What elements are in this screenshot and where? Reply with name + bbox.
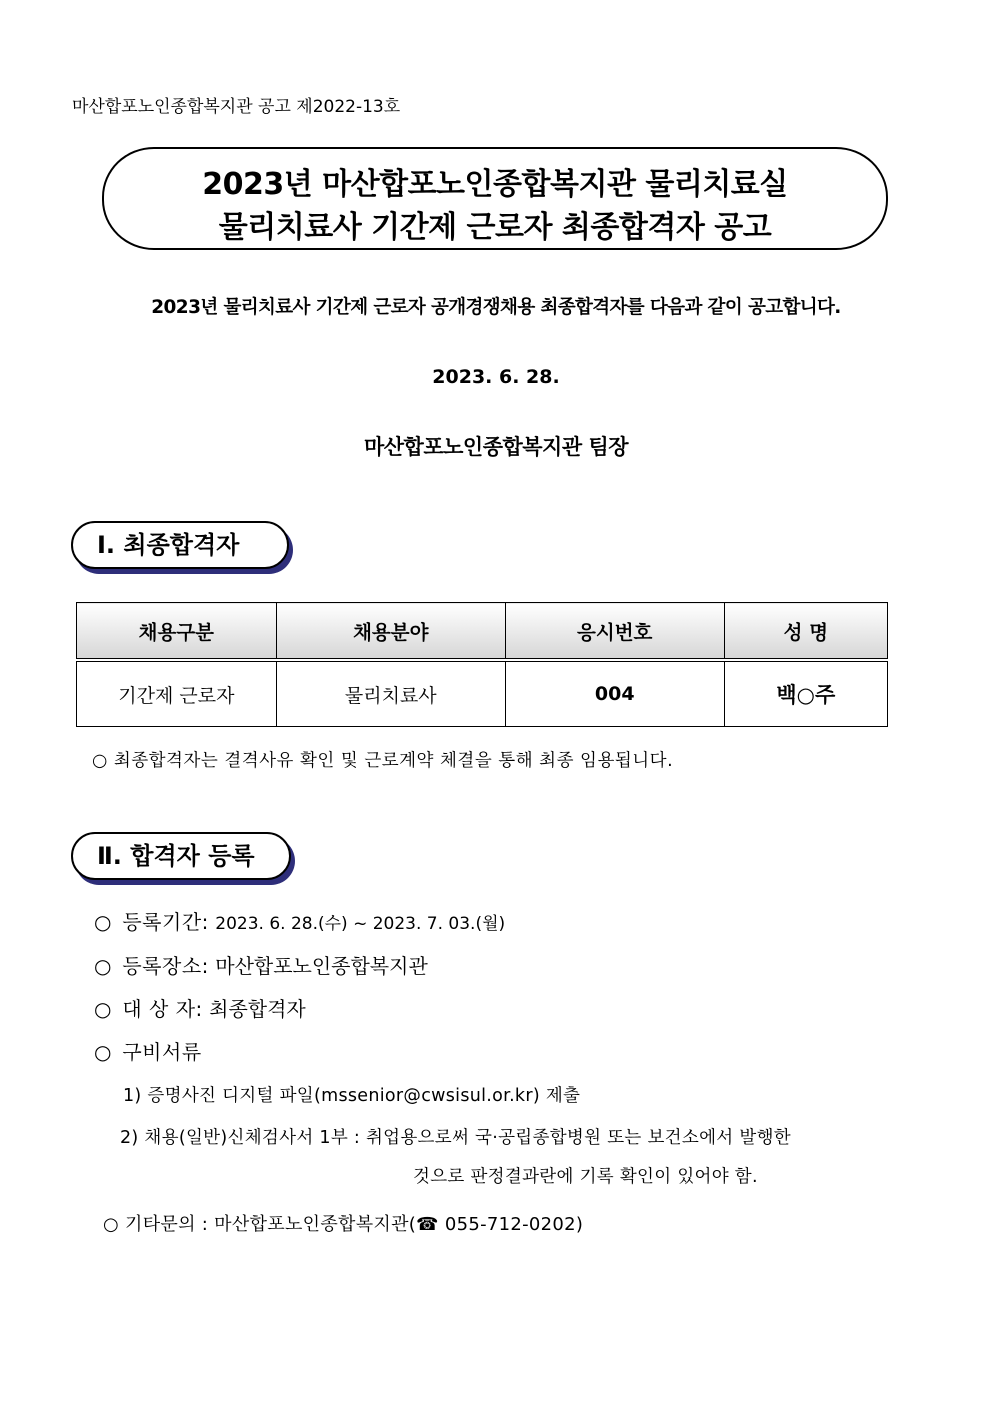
document-2-line-1: 2) 채용(일반)신체검사서 1부 : 취업용으로써 국·공립종합병원 또는 보건소에서 발행한 — [120, 1128, 791, 1148]
document-1: 1) 증명사진 디지털 파일(mssenior@cwsisul.or.kr) 제출 — [123, 1086, 581, 1106]
title-line-2: 물리치료사 기간제 근로자 최종합격자 공고 — [218, 210, 772, 245]
document-2-line-2: 것으로 판정결과란에 기록 확인이 있어야 함. — [413, 1167, 758, 1187]
notice-date: 2023. 6. 28. — [432, 366, 560, 388]
title-box — [102, 147, 888, 250]
docs-label: 구비서류 — [122, 1040, 202, 1064]
section-2-heading: Ⅱ. 합격자 등록 — [71, 832, 291, 880]
header-field: 채용분야 — [276, 603, 505, 661]
final-note: ○ 최종합격자는 결격사유 확인 및 근로계약 체결을 통해 최종 임용됩니다. — [92, 751, 674, 771]
registration-target — [94, 993, 306, 1022]
target-label: 대 상 자: — [122, 997, 203, 1021]
period-label: 등록기간: — [122, 910, 209, 934]
bullet: ○ — [94, 997, 112, 1021]
required-documents — [94, 1036, 202, 1065]
header-exam-number: 응시번호 — [505, 603, 724, 661]
bullet: ○ — [94, 954, 112, 978]
cell-field: 물리치료사 — [276, 660, 505, 727]
period-value: 2023. 6. 28.(수) ~ 2023. 7. 03.(월) — [215, 914, 506, 934]
cell-exam-number: 004 — [505, 660, 724, 727]
table-header-row — [77, 603, 888, 661]
bullet: ○ — [94, 1040, 112, 1064]
place-value: 마산합포노인종합복지관 — [215, 954, 428, 978]
table-row — [77, 660, 888, 727]
signer: 마산합포노인종합복지관 팀장 — [363, 435, 629, 459]
place-label: 등록장소: — [122, 954, 209, 978]
cell-name: 백○주 — [724, 660, 887, 727]
bullet: ○ — [94, 910, 112, 934]
header-name: 성 명 — [724, 603, 887, 661]
result-table — [76, 602, 888, 727]
cell-category: 기간제 근로자 — [77, 660, 277, 727]
intro-text: 2023년 물리치료사 기간제 근로자 공개경쟁채용 최종합격자를 다음과 같이 공고합니다. — [151, 297, 841, 318]
registration-place — [94, 950, 428, 979]
notice-number: 마산합포노인종합복지관 공고 제2022-13호 — [72, 97, 401, 117]
section-1-heading: Ⅰ. 최종합격자 — [71, 521, 289, 569]
header-category: 채용구분 — [77, 603, 277, 661]
target-value: 최종합격자 — [209, 997, 306, 1021]
title-line-1: 2023년 마산합포노인종합복지관 물리치료실 — [202, 167, 788, 202]
registration-period — [94, 906, 505, 935]
contact-info: ○ 기타문의 : 마산합포노인종합복지관(☎ 055-712-0202) — [103, 1214, 584, 1235]
